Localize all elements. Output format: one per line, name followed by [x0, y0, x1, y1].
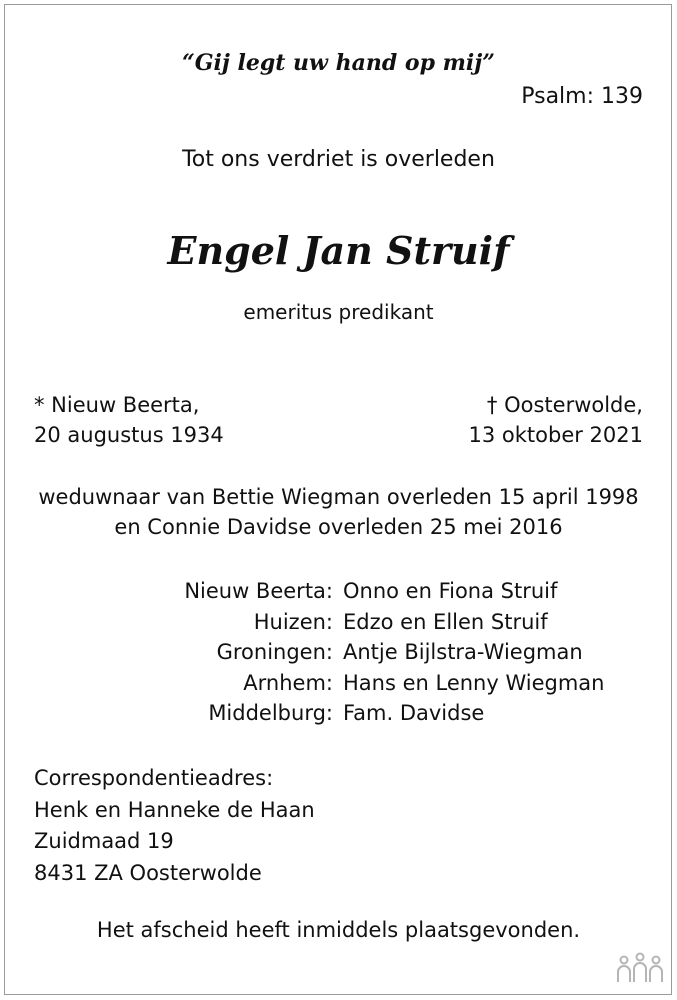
birth-info — [34, 390, 224, 450]
family-row — [0, 698, 677, 729]
deceased-title: emeritus predikant — [243, 300, 434, 324]
family-names: Antje Bijlstra-Wiegman — [343, 640, 583, 665]
spouse-info — [0, 482, 677, 542]
family-place: Huizen: — [253, 609, 333, 634]
death-place: † Oosterwolde, — [486, 393, 643, 417]
family-names: Fam. Davidse — [343, 701, 485, 726]
correspondence-address — [34, 763, 315, 889]
family-row — [0, 607, 677, 638]
correspondence-street: Zuidmaad 19 — [34, 829, 174, 853]
family-names: Hans en Lenny Wiegman — [343, 670, 605, 695]
correspondence-city: 8431 ZA Oosterwolde — [34, 860, 262, 885]
family-list — [0, 576, 677, 729]
spouse-line-1: weduwnaar van Bettie Wiegman overleden 15 april 1998 — [38, 485, 639, 509]
family-row — [0, 668, 677, 699]
family-row — [0, 576, 677, 607]
family-row — [0, 637, 677, 668]
birth-date: 20 augustus 1934 — [34, 423, 224, 447]
psalm-reference: Psalm: 139 — [521, 84, 643, 109]
scripture-quote: “Gij legt uw hand op mij” — [182, 50, 495, 76]
family-names: Onno en Fiona Struif — [343, 579, 558, 604]
family-place: Groningen: — [216, 640, 333, 665]
deceased-name: Engel Jan Struif — [167, 228, 510, 273]
closing-text: Het afscheid heeft inmiddels plaatsgevonden. — [96, 918, 581, 942]
correspondence-heading: Correspondentieadres: — [34, 766, 274, 790]
family-place: Arnhem: — [243, 670, 333, 695]
correspondence-name: Henk en Hanneke de Haan — [34, 797, 315, 822]
family-place: Middelburg: — [208, 701, 333, 726]
death-info — [469, 390, 644, 450]
death-date: 13 oktober 2021 — [468, 423, 643, 447]
birth-place: * Nieuw Beerta, — [34, 393, 200, 417]
family-names: Edzo en Ellen Struif — [343, 609, 548, 634]
people-group-icon — [615, 952, 665, 986]
spouse-line-2: en Connie Davidse overleden 25 mei 2016 — [114, 515, 563, 539]
intro-text: Tot ons verdriet is overleden — [182, 147, 495, 172]
family-place: Nieuw Beerta: — [184, 579, 333, 604]
